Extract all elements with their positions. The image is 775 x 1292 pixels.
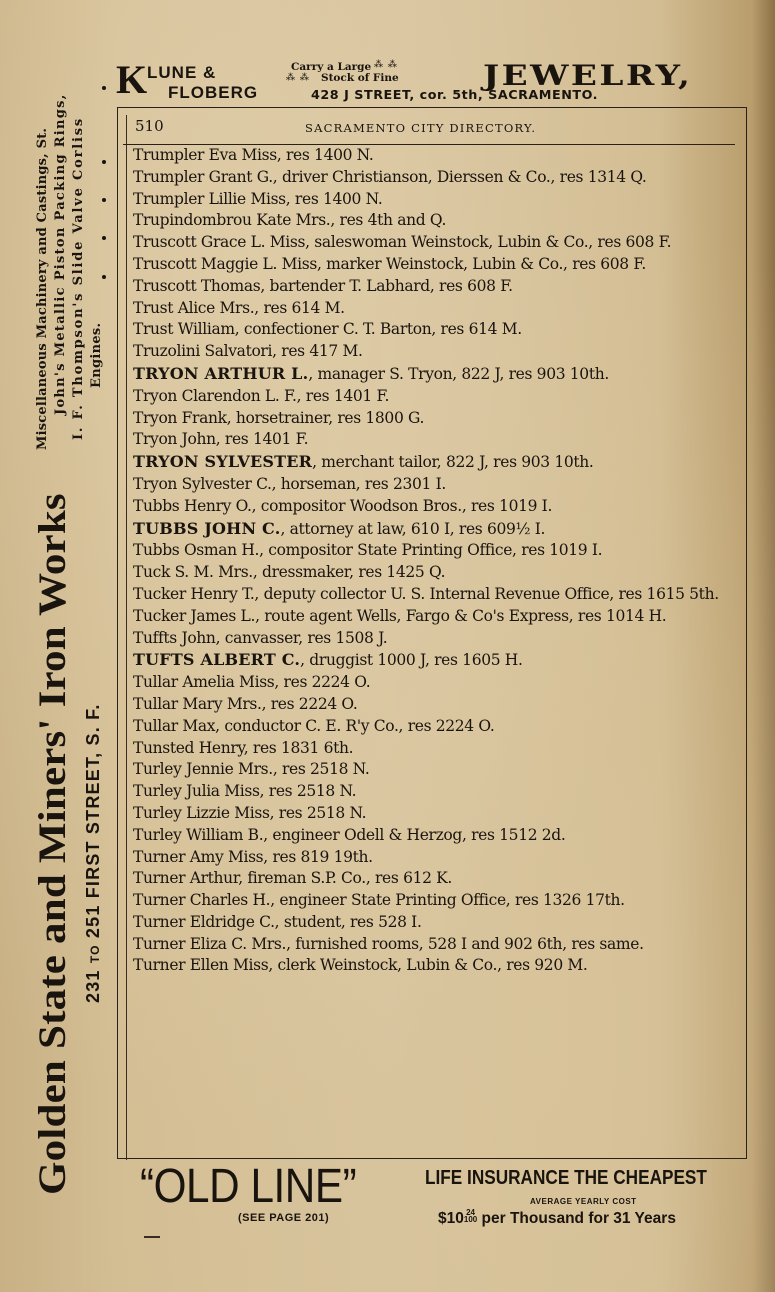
directory-entry (133, 276, 733, 298)
price-dollars: $10 (438, 1210, 464, 1227)
entry-details: , res 2518 N. (269, 803, 367, 822)
directory-entry (133, 868, 733, 890)
price-fraction (464, 1209, 477, 1223)
entry-name: TUFTS ALBERT C. (133, 650, 301, 670)
entry-name: Turley William B. (133, 825, 264, 844)
ad-address: 428 J STREET, cor. 5th, SACRAMENTO. (311, 87, 599, 102)
ad-carry: Carry a Large (291, 61, 372, 73)
entry-details: , res 2518 N. (259, 782, 357, 801)
entry-details: , res 4th and Q. (330, 211, 447, 230)
leader-dot (102, 86, 106, 90)
entry-details: , marker Weinstock, Lubin & Co., res 608 F. (316, 254, 646, 273)
leader-dot (102, 198, 106, 202)
ad-old-line: “OLD LINE” (140, 1160, 357, 1213)
directory-entry (133, 232, 733, 254)
ad-floberg: FLOBERG (168, 83, 259, 102)
directory-entry (133, 386, 733, 408)
entry-name: Tryon Sylvester C. (133, 474, 272, 493)
ad-stock: Stock of Fine (321, 72, 399, 84)
directory-entry (133, 474, 733, 496)
entry-details: , manager S. Tryon, 822 J, res 903 10th. (308, 364, 609, 383)
entry-details: , clerk Weinstock, Lubin & Co., res 920 M. (268, 956, 588, 975)
entry-details: , res 1400 N. (276, 146, 374, 164)
directory-entry (133, 562, 733, 584)
entry-name: TUBBS JOHN C. (133, 518, 281, 538)
page-header (135, 114, 735, 142)
leader-dot (102, 160, 106, 164)
directory-entry (133, 167, 733, 189)
entry-name: Truscott Thomas (133, 276, 261, 295)
entry-name: Turner Ellen Miss (133, 956, 269, 975)
entry-name: Tubbs Osman H. (133, 541, 260, 560)
ad-initial: K (116, 57, 148, 102)
page-title: SACRAMENTO CITY DIRECTORY. (305, 121, 537, 135)
entry-name: Tullar Max (133, 716, 216, 735)
entry-details: , engineer State Printing Office, res 1326 17th. (270, 891, 625, 910)
ad-avg-cost-label: AVERAGE YEARLY COST (530, 1197, 637, 1206)
price-fraction-num: 24 (466, 1208, 475, 1217)
directory-entry (133, 649, 733, 672)
entry-details: , horseman, res 2301 I. (271, 474, 446, 493)
page-number: 510 (135, 117, 164, 135)
jewelry-advertisement (116, 58, 756, 104)
entry-details: , saleswoman Weinstock, Lubin & Co., res 608 F. (305, 233, 672, 252)
entry-details: , res 1401 F. (215, 430, 309, 449)
entry-name: Tucker James L. (133, 606, 256, 625)
entry-name: Trust Alice Mrs. (133, 298, 255, 317)
price-fraction-den: 100 (463, 1215, 478, 1224)
entry-name: Tubbs Henry O. (133, 496, 252, 515)
entry-details: , deputy collector U. S. Internal Revenue Office, res 1615 5th. (254, 584, 719, 603)
leader-dot (102, 236, 106, 240)
insurance-advertisement (130, 1160, 745, 1240)
entry-name: Turner Eliza C. Mrs. (133, 934, 287, 953)
directory-entry (133, 694, 733, 716)
entry-details: , res 417 M. (272, 342, 363, 361)
entry-details: , dressmaker, res 1425 Q. (252, 563, 446, 582)
directory-entry (133, 803, 733, 825)
directory-entry (133, 934, 733, 956)
entry-name: Turley Julia Miss (133, 782, 260, 801)
entry-name: TRYON ARTHUR L. (133, 363, 309, 383)
entry-details: , student, res 528 I. (274, 912, 422, 931)
address-from: 231 (83, 969, 103, 1003)
entry-name: TRYON SYLVESTER (133, 452, 313, 472)
entry-details: , conductor C. E. R'y Co., res 2224 O. (215, 716, 495, 735)
entry-name: Tunsted Henry (133, 738, 244, 757)
entry-details: , res 819 19th. (263, 847, 373, 866)
entry-name: Truscott Grace L. Miss (133, 233, 306, 252)
directory-entry (133, 738, 733, 760)
directory-entry (133, 759, 733, 781)
directory-entry (133, 890, 733, 912)
ad-see-page: (SEE PAGE 201) (238, 1212, 330, 1224)
entry-name: Trumpler Grant G. (133, 167, 273, 186)
directory-entry (133, 672, 733, 694)
entry-details: , furnished rooms, 528 I and 902 6th, res same. (286, 934, 644, 953)
entry-details: , driver Christianson, Dierssen & Co., res 1314 Q. (272, 167, 647, 186)
directory-entry (133, 912, 733, 934)
entry-name: Tuffts John (133, 628, 216, 647)
ad-jewelry: JEWELRY, (483, 59, 693, 92)
entry-name: Turner Eldridge C. (133, 912, 275, 931)
address-to-word: TO (88, 944, 102, 964)
entry-details: , res 2224 O. (261, 694, 358, 713)
frame-inner-rule (126, 115, 127, 1160)
entry-details: , res 1400 N. (285, 189, 383, 208)
entry-details: , res 614 M. (254, 298, 345, 317)
entry-name: Trupindombrou Kate Mrs. (133, 211, 331, 230)
directory-entry (133, 540, 733, 562)
directory-entry (133, 254, 733, 276)
entry-name: Turley Jennie Mrs. (133, 760, 273, 779)
directory-entry (133, 145, 733, 167)
entry-name: Tullar Mary Mrs. (133, 694, 262, 713)
directory-entry (133, 518, 733, 541)
iron-works-name: Golden State and Miners' Iron Works (30, 493, 75, 1195)
entry-details: , res 1831 6th. (243, 738, 354, 757)
directory-entry (133, 408, 733, 430)
entry-details: , res 2518 N. (272, 760, 370, 779)
directory-entry (133, 584, 733, 606)
ornament-stars: ⁂ ⁂ (286, 73, 310, 83)
entry-name: Tucker Henry T. (133, 584, 255, 603)
side-advertisement (0, 0, 110, 1292)
entry-name: Truscott Maggie L. Miss (133, 254, 317, 273)
products-line-1: Miscellaneous Machinery and Castings, St. (35, 127, 50, 450)
directory-entries (133, 145, 733, 977)
directory-entry (133, 189, 733, 211)
entry-details: , confectioner C. T. Barton, res 614 M. (234, 320, 522, 339)
directory-entry (133, 606, 733, 628)
entry-name: Trust William (133, 320, 235, 339)
entry-name: Turner Amy Miss (133, 847, 264, 866)
entry-name: Turley Lizzie Miss (133, 803, 270, 822)
ad-price (438, 1209, 676, 1228)
entry-name: Tullar Amelia Miss (133, 673, 275, 692)
entry-details: , compositor State Printing Office, res 1019 I. (259, 541, 603, 560)
entry-details: , engineer Odell & Herzog, res 1512 2d. (263, 825, 566, 844)
directory-entry (133, 341, 733, 363)
leader-dot (102, 275, 106, 279)
address-rest: 251 FIRST STREET, S. F. (83, 703, 103, 939)
directory-entry (133, 847, 733, 869)
entry-name: Tryon Frank (133, 408, 227, 427)
price-rest: per Thousand for 31 Years (477, 1210, 676, 1227)
entry-details: , canvasser, res 1508 J. (215, 628, 388, 647)
directory-entry (133, 628, 733, 650)
entry-details: , res 2224 O. (274, 673, 371, 692)
entry-details: , bartender T. Labhard, res 608 F. (260, 276, 513, 295)
directory-entry (133, 825, 733, 847)
entry-name: Tryon Clarendon L. F. (133, 386, 297, 405)
directory-entry (133, 429, 733, 451)
directory-entry (133, 496, 733, 518)
entry-details: , horsetrainer, res 1800 G. (226, 408, 425, 427)
entry-details: , fireman S.P. Co., res 612 K. (238, 869, 452, 888)
products-line-2: John's Metallic Piston Packing Rings, (53, 93, 68, 415)
entry-name: Turner Charles H. (133, 891, 271, 910)
ornament-stars: ⁂ ⁂ (374, 60, 398, 70)
ad-klune: LUNE & (147, 63, 217, 82)
printer-mark (144, 1236, 160, 1238)
directory-entry (133, 363, 733, 386)
iron-works-address (83, 703, 104, 1003)
entry-details: , route agent Wells, Fargo & Co's Express, res 1014 H. (255, 606, 667, 625)
entry-name: Trumpler Eva Miss (133, 146, 277, 164)
entry-details: , merchant tailor, 822 J, res 903 10th. (312, 453, 594, 472)
ad-tagline: LIFE INSURANCE THE CHEAPEST (425, 1167, 707, 1189)
entry-details: , druggist 1000 J, res 1605 H. (300, 651, 523, 670)
entry-details: , res 1401 F. (296, 386, 390, 405)
entry-name: Tuck S. M. Mrs. (133, 563, 253, 582)
directory-entry (133, 955, 733, 977)
entry-details: , attorney at law, 610 I, res 609½ I. (280, 519, 546, 538)
products-line-4: Engines. (89, 322, 104, 388)
directory-entry (133, 716, 733, 738)
entry-name: Truzolini Salvatori (133, 342, 273, 361)
directory-entry (133, 298, 733, 320)
directory-entry (133, 319, 733, 341)
directory-entry (133, 781, 733, 803)
products-line-3: I. F. Thompson's Slide Valve Corliss (71, 117, 86, 440)
entry-name: Turner Arthur (133, 869, 239, 888)
directory-entry (133, 451, 733, 474)
entry-name: Trumpler Lillie Miss (133, 189, 286, 208)
entry-details: , compositor Woodson Bros., res 1019 I. (251, 496, 553, 515)
directory-entry (133, 210, 733, 232)
entry-name: Tryon John (133, 430, 216, 449)
